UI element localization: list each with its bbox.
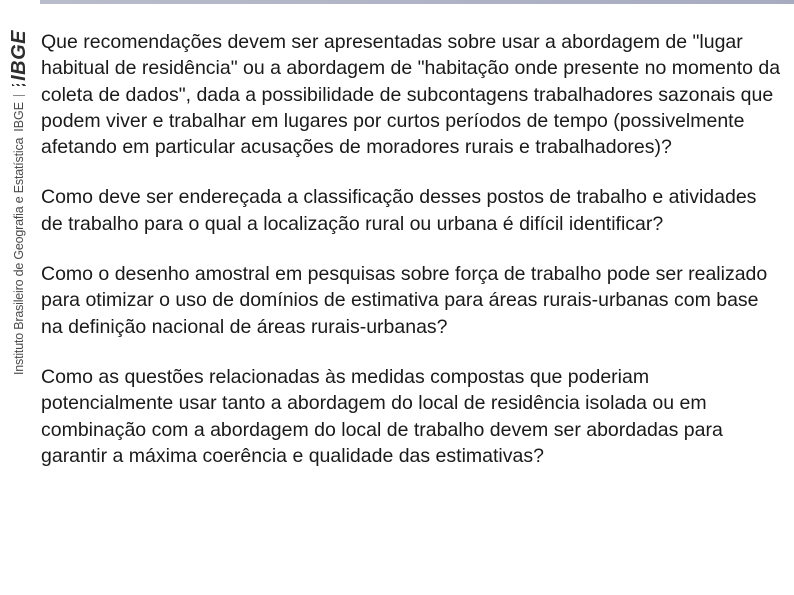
ibge-logo bbox=[3, 30, 35, 375]
org-abbr: IBGE bbox=[12, 101, 26, 132]
main-content bbox=[41, 29, 781, 493]
sidebar bbox=[0, 0, 38, 595]
question-paragraph-3: Como o desenho amostral em pesquisas sobre força de trabalho pode ser realizado para otimizar o uso de domínios de estimativa para áreas rurais-urbanas com base na definição nacional de áreas rurais-urbanas? bbox=[41, 263, 768, 338]
ibge-stripes-icon bbox=[12, 84, 26, 86]
logo-wordmark: IBGE bbox=[7, 30, 30, 81]
question-paragraph-2: Como deve ser endereçada a classificação desses postos de trabalho e atividades de trabalho para o qual a localização rural ou urbana é difícil identificar? bbox=[41, 186, 757, 235]
top-accent-bar bbox=[40, 0, 794, 4]
question-paragraph-1: Que recomendações devem ser apresentadas sobre usar a abordagem de "lugar habitual de residência" ou a abordagem de "habitação onde presente no momento da coleta de dados", dada a possibilidade de subcontagens trabalhadores sazonais que podem viver e trabalhar em lugares por curtos períodos de tempo (possivelmente afetando em particular acusações de moradores rurais e trabalhadores)? bbox=[41, 31, 781, 159]
org-full-name: Instituto Brasileiro de Geografia e Estatística bbox=[12, 137, 26, 375]
question-paragraph-4: Como as questões relacionadas às medidas compostas que poderiam potencialmente usar tanto a abordagem do local de residência isolada ou em combinação com a abordagem do local de trabalho devem ser abordadas para garantir a máxima coerência e qualidade das estimativas? bbox=[41, 365, 723, 467]
